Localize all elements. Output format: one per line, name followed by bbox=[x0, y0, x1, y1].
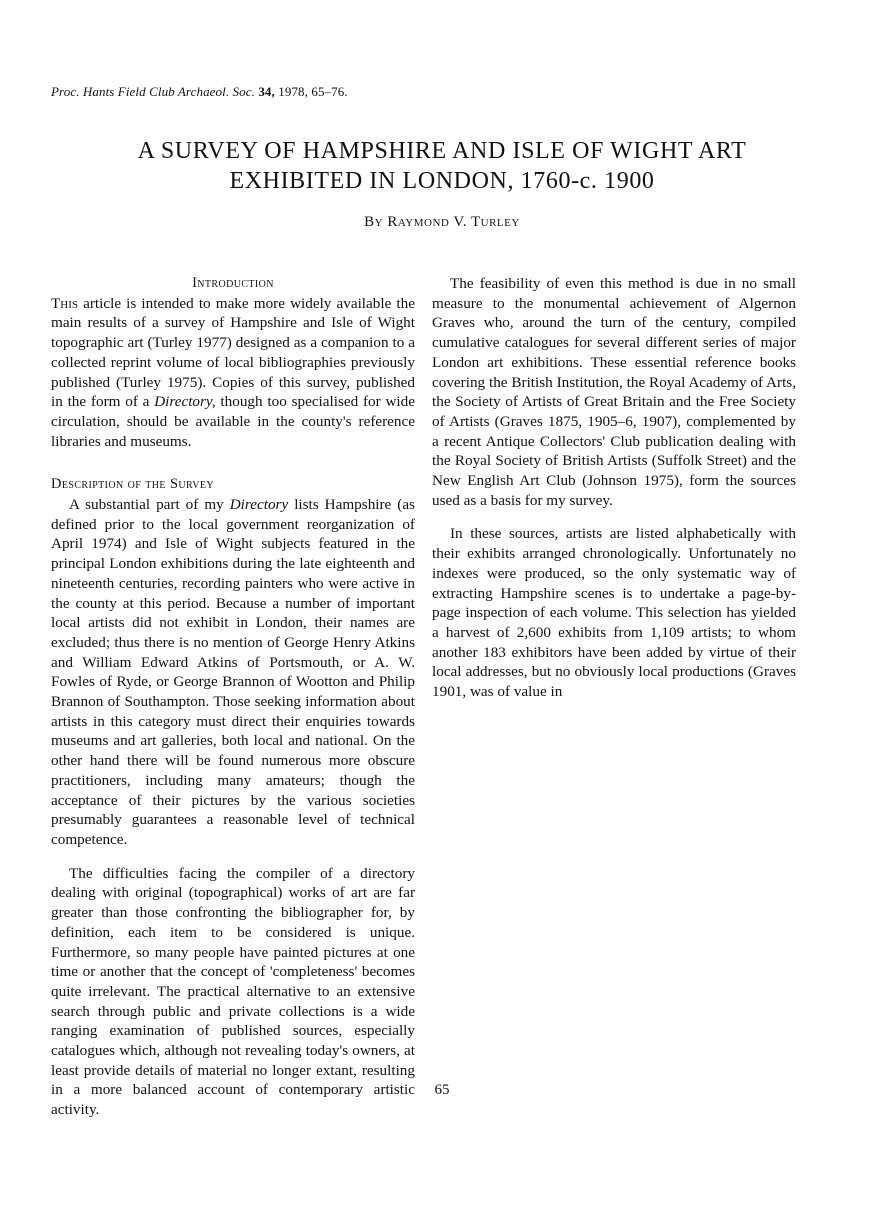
description-p1-text-2: lists Hampshire (as defined prior to the local government reorganization of April 1974) and Isle of Wight subjects featured in the principal London exhibitions during the late eighteenth and nineteenth centuries, recording painters who were active in the county at this period. Because a number of important local artists did not exhibit in London, their names are excluded; thus there is no mention of George Henry Atkins and William Edward Atkins of Portsmouth, or A. W. Fowles of Ryde, or George Brannon of Wootton and Philip Brannon of Southampton. Those seeking information about artists in this category must direct their enquiries towards museums and art galleries, both local and national. On the other hand there will be found numerous more obscure practitioners, including many amateurs; though the acceptance of their pictures by the various societies presumably guarantees a reasonable level of technical competence. bbox=[51, 496, 416, 848]
introduction-text-2: though too specialised for wide circulation, should be available in the county's reference libraries and museums. bbox=[51, 393, 415, 450]
introduction-italic: Directory, bbox=[154, 393, 216, 411]
left-column bbox=[51, 274, 415, 1120]
page-number: 65 bbox=[434, 1082, 450, 1098]
introduction-paragraph bbox=[51, 294, 415, 452]
description-paragraph-4: In these sources, artists are listed alphabetically with their exhibits arranged chronologically. Unfortunately no indexes were produced, so the only systematic way of extracting Hampshire scenes is to undertake a page-by-page inspection of each volume. This selection has yielded a harvest of 2,600 exhibits from 1,109 artists; to whom another 183 exhibitors have been added by virtue of their local addresses, but no obviously local productions (Graves 1901, was of value in bbox=[432, 525, 796, 701]
description-heading: Description of the Survey bbox=[51, 476, 215, 493]
right-column bbox=[432, 274, 796, 702]
description-p1-italic: Directory bbox=[229, 496, 289, 514]
citation-pages: 1978, 65–76. bbox=[278, 84, 348, 99]
introduction-heading: Introduction bbox=[192, 275, 274, 291]
author-byline: By Raymond V. Turley bbox=[364, 214, 520, 230]
citation-volume: 34, bbox=[258, 84, 275, 99]
article-title-line-1: A SURVEY OF HAMPSHIRE AND ISLE OF WIGHT ART bbox=[137, 138, 747, 164]
description-p1-text-1: A substantial part of my bbox=[69, 496, 230, 514]
article-title bbox=[40, 136, 844, 196]
introduction-lead: This bbox=[51, 294, 79, 312]
description-paragraph-3: The feasibility of even this method is due in no small measure to the monumental achievement of Algernon Graves who, around the turn of the century, compiled cumulative catalogues for several different series of major London art exhibitions. These essential reference books covering the British Institution, the Royal Academy of Arts, the Society of Artists of Great Britain and the Free Society of Artists (Graves 1875, 1905–6, 1907), complemented by a recent Antique Collectors' Club publication dealing with the Royal Society of British Artists (Suffolk Street) and the New English Art Club (Johnson 1975), form the sources used as a basis for my survey. bbox=[432, 275, 796, 509]
citation-journal: Proc. Hants Field Club Archaeol. Soc. bbox=[51, 84, 255, 99]
introduction-text-1: article is intended to make more widely available the main results of a survey of Hampshire and Isle of Wight topographic art (Turley 1977) designed as a companion to a collected reprint volume of local bibliographies previously published (Turley 1975). Copies of this survey, published in the form of a bbox=[51, 294, 415, 411]
article-title-line-2: EXHIBITED IN LONDON, 1760-c. 1900 bbox=[229, 168, 655, 194]
description-paragraph-2: The difficulties facing the compiler of a directory dealing with original (topographical) works of art are far greater than those confronting the bibliographer for, by definition, each item to be considered is unique. Furthermore, so many people have painted pictures at one time or another that the concept of 'completeness' becomes quite irrelevant. The practical alternative to an extensive search through public and private collections is a wide ranging examination of published sources, especially catalogues which, although not revealing today's owners, at least provide details of material no longer extant, resulting in a more balanced account of contemporary artistic activity. bbox=[51, 864, 415, 1119]
journal-citation bbox=[51, 84, 348, 100]
description-paragraph-1 bbox=[51, 495, 415, 850]
